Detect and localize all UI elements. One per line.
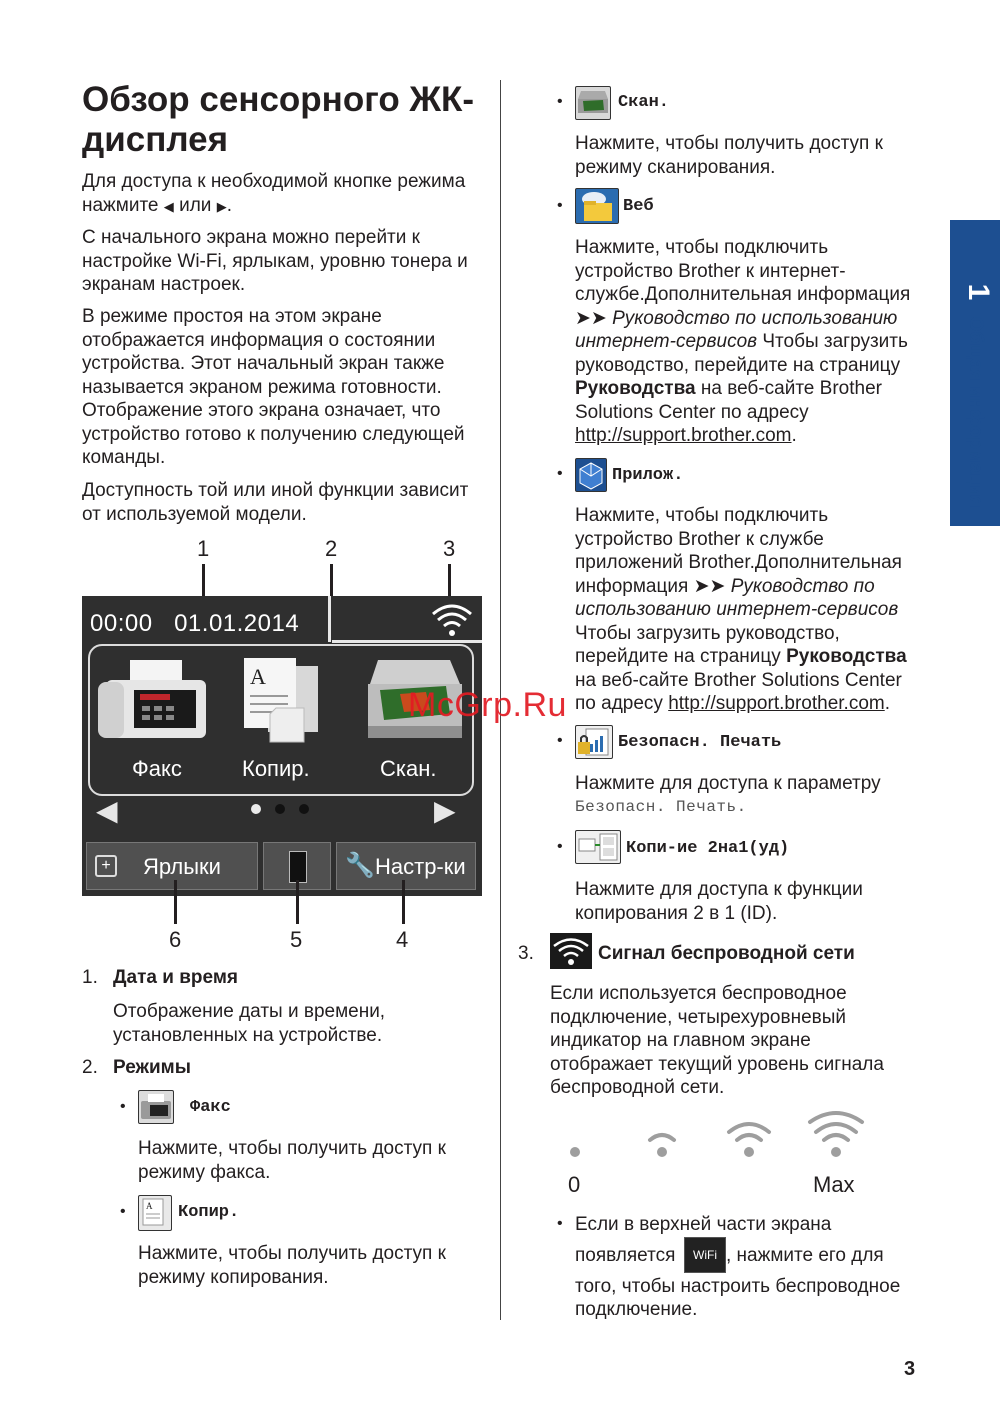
fax-icon: [94, 656, 210, 746]
item1-num: 1.: [82, 967, 98, 988]
wifi-small-icon: [550, 933, 592, 969]
lcd-datetime: 00:00 01.01.2014: [90, 610, 300, 637]
fax-label: Факс: [190, 1098, 231, 1117]
copy-mode-label: Копир.: [242, 756, 310, 781]
wifi-note-e: подключение.: [575, 1299, 698, 1320]
secure-print-icon: [575, 725, 613, 759]
web-small-icon: [575, 188, 619, 224]
copy-2in1-label: Копи-ие 2на1(уд): [626, 839, 790, 858]
wifi-note-d: того, чтобы настроить беспроводное: [575, 1276, 901, 1297]
left-arrow-icon: ◀: [163, 198, 174, 214]
carousel-prev-button[interactable]: ◀: [96, 795, 118, 826]
copy-2in1-text: Нажмите для доступа к функции копирования 2 в 1 (ID).: [575, 879, 863, 924]
lcd-separator: [332, 640, 482, 643]
web-text: Нажмите, чтобы подключить устройство Brother к интернет-службе.Дополнительная информация ➤➤ Руководство по использованию интернет-сервисов Чтобы загрузить руководство, перейдите на страницу Руководства на веб-сайте Brother Solutions Center по адресу http://support.brother.com.: [575, 237, 911, 446]
item1-text: Отображение даты и времени, установленных на устройстве.: [113, 1001, 386, 1046]
fax-text: Нажмите, чтобы получить доступ к режиму факса.: [138, 1138, 446, 1183]
secure-text: Нажмите для доступа к параметру: [575, 773, 881, 794]
wifi-setup-button[interactable]: WiFi: [684, 1237, 726, 1273]
apps-small-icon: [575, 458, 607, 492]
callout-5: 5: [290, 927, 303, 952]
callout-2: 2: [325, 536, 338, 561]
fax-mode-label: Факс: [132, 756, 182, 781]
web-label: Веб: [623, 197, 654, 216]
scan-mode-label: Скан.: [380, 756, 437, 781]
support-link[interactable]: http://support.brother.com: [575, 425, 792, 446]
intro-p4: Доступность той или иной функции зависит от используемой модели.: [82, 480, 469, 525]
apps-text: Нажмите, чтобы подключить устройство Brother к службе приложений Brother.Дополнительная информация ➤➤ Руководство по использованию интернет-сервисов Чтобы загрузить руководство, перейдите на страницу Руководства на веб-сайте Brother Solutions Center по адресу http://support.brother.com.: [575, 505, 907, 714]
wifi-note-a: Если в верхней части экрана: [575, 1214, 832, 1235]
scan-mode-button[interactable]: [360, 656, 468, 796]
settings-button[interactable]: 🔧 Настр-ки: [336, 842, 476, 890]
intro-p2: С начального экрана можно перейти к настройке Wi-Fi, ярлыкам, уровню тонера и экранам настроек.: [82, 227, 468, 295]
copy-2in1-icon: [575, 830, 621, 864]
watermark: McGrp.Ru: [408, 686, 567, 724]
copy-text: Нажмите, чтобы получить доступ к режиму копирования.: [138, 1243, 446, 1288]
support-link[interactable]: http://support.brother.com: [668, 693, 885, 714]
shortcuts-button[interactable]: + Ярлыки: [86, 842, 258, 890]
scan-text: Нажмите, чтобы получить доступ к режиму сканирования.: [575, 133, 883, 178]
lcd-separator-v: [328, 596, 331, 642]
copy-icon: [230, 656, 330, 746]
intro-p3: В режиме простоя на этом экране отображается информация о состоянии устройства. Этот начальный экран также называется экраном режима готовности. Отображение этого экрана означает, что устройство готово к получению следующей команды.: [82, 306, 465, 468]
svg-text:A: A: [250, 664, 266, 689]
item3-text: Если используется беспроводное подключение, четырехуровневый индикатор на главном экране отображает текущий уровень сигнала беспроводной сети.: [550, 983, 884, 1098]
callout-4: 4: [396, 927, 409, 952]
web-guide-ref: Руководство по использованию интернет-сервисов: [575, 307, 898, 352]
apps-guide-ref: Руководство по использованию интернет-сервисов: [575, 575, 899, 620]
scan-label: Скан.: [618, 93, 670, 112]
shortcuts-icon: +: [95, 855, 117, 877]
callout-3: 3: [443, 536, 456, 561]
signal-min-label: 0: [568, 1172, 581, 1197]
callout-line-4: [402, 880, 405, 924]
item2-title: Режимы: [113, 1057, 191, 1078]
chapter-number: 1: [962, 283, 995, 301]
wifi-note-c: , нажмите его для: [726, 1245, 884, 1266]
fax-mode-button[interactable]: [94, 656, 210, 796]
double-arrow-icon: ➤➤: [693, 575, 726, 597]
chapter-title: Общая информация: [965, 316, 986, 508]
double-arrow-icon: ➤➤: [575, 307, 607, 329]
toner-level-icon: [289, 851, 307, 883]
callout-1: 1: [197, 536, 210, 561]
copy-label: Копир.: [178, 1203, 240, 1222]
item1-title: Дата и время: [113, 967, 238, 988]
callout-line-5: [296, 880, 299, 924]
page-dot: [299, 804, 309, 814]
right-arrow-icon: ▶: [216, 198, 227, 214]
svg-text:A: A: [146, 1201, 153, 1211]
apps-label: Прилож.: [612, 466, 684, 485]
fax-small-icon: [138, 1090, 174, 1124]
callout-6: 6: [169, 927, 182, 952]
wifi-signal-icon[interactable]: [432, 604, 472, 638]
page-title: Обзор сенсорного ЖК- дисплея: [82, 80, 475, 159]
signal-max-label: Max: [813, 1172, 855, 1197]
page-dot: [275, 804, 285, 814]
callout-line-3: [448, 564, 451, 600]
wifi-note-b: появляется: [575, 1245, 676, 1266]
item3-title: Сигнал беспроводной сети: [598, 943, 855, 964]
tools-icon: 🔧: [345, 852, 375, 879]
copy-mode-button[interactable]: [230, 656, 340, 796]
scan-small-icon: [575, 86, 611, 120]
secure-param: Безопасн. Печать.: [575, 798, 747, 816]
page-dot-active: [251, 804, 261, 814]
intro-p1: Для доступа к необходимой кнопке режима нажмите ◀ или ▶.: [82, 171, 466, 216]
page-number: 3: [904, 1358, 916, 1380]
item3-num: 3.: [518, 943, 534, 964]
copy-small-icon: [138, 1195, 172, 1231]
lcd-screen: [82, 596, 482, 896]
item2-num: 2.: [82, 1057, 98, 1078]
carousel-next-button[interactable]: ▶: [434, 795, 456, 826]
callout-line-6: [174, 880, 177, 924]
signal-levels-graphic: [560, 1110, 870, 1162]
secure-label: Безопасн. Печать: [618, 733, 782, 752]
